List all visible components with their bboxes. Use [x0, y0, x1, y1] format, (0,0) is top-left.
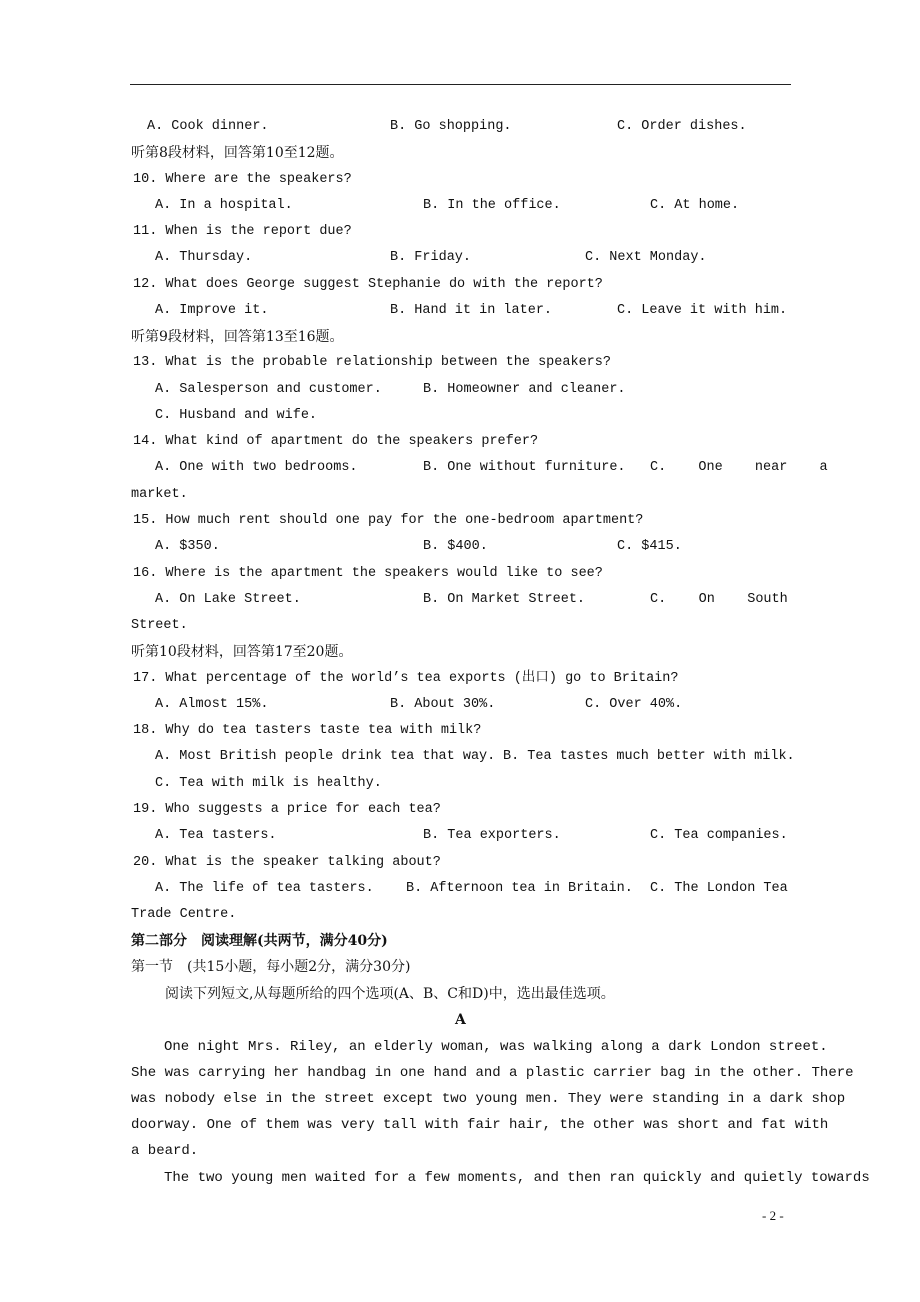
option: B. Homeowner and cleaner. — [423, 382, 626, 397]
option: C. Tea with milk is healthy. — [155, 776, 382, 791]
option: B. Afternoon tea in Britain. — [406, 881, 633, 896]
question-stem: 17. What percentage of the world’s tea exports (出口) go to Britain? — [133, 671, 679, 686]
question-stem: 16. Where is the apartment the speakers would like to see? — [133, 566, 603, 581]
option: C. Next Monday. — [585, 250, 707, 265]
passage-label: A — [455, 1012, 466, 1028]
instructions: 阅读下列短文,从每题所给的四个选项(A、B、C和D)中，选出最佳选项。 — [165, 986, 615, 1002]
question-stem: 13. What is the probable relationship between the speakers? — [133, 355, 611, 370]
passage-line: The two young men waited for a few moments, and then ran quickly and quietly towards — [164, 1170, 870, 1186]
option: C. The London Tea — [650, 881, 788, 896]
section-heading: 第一节 (共15小题，每小题2分，满分30分) — [131, 959, 411, 975]
option-continuation: Street. — [131, 618, 188, 633]
passage-line: One night Mrs. Riley, an elderly woman, was walking along a dark London street. — [164, 1039, 828, 1055]
option-continuation: Trade Centre. — [131, 907, 237, 922]
option: A. Thursday. — [155, 250, 253, 265]
option: B. Tea exporters. — [423, 828, 561, 843]
option: B. Friday. — [390, 250, 472, 265]
option: B. $400. — [423, 539, 488, 554]
option: A. Improve it. — [155, 303, 269, 318]
option: B. Hand it in later. — [390, 303, 553, 318]
page-number: - 2 - — [762, 1208, 784, 1223]
option: B. About 30%. — [390, 697, 496, 712]
option: B. On Market Street. — [423, 592, 586, 607]
question-stem: 19. Who suggests a price for each tea? — [133, 802, 441, 817]
option: A. The life of tea tasters. — [155, 881, 374, 896]
question-stem: 12. What does George suggest Stephanie do with the report? — [133, 277, 603, 292]
header-rule — [130, 84, 791, 85]
option: A. Almost 15%. — [155, 697, 269, 712]
option: A. Most British people drink tea that way. — [155, 749, 496, 764]
part-heading: 第二部分 阅读理解(共两节，满分40分) — [131, 933, 388, 949]
option: A. In a hospital. — [155, 198, 293, 213]
option: A. Tea tasters. — [155, 828, 277, 843]
option: A. On Lake Street. — [155, 592, 301, 607]
option: A. Salesperson and customer. — [155, 382, 382, 397]
option: C. Leave it with him. — [617, 303, 788, 318]
section-heading: 听第9段材料，回答第13至16题。 — [131, 329, 344, 345]
option-continuation: market. — [131, 487, 188, 502]
option: C. Tea companies. — [650, 828, 788, 843]
section-heading: 听第8段材料，回答第10至12题。 — [131, 145, 344, 161]
option: C. On South — [650, 592, 788, 607]
option: A. $350. — [155, 539, 220, 554]
option: C. Husband and wife. — [155, 408, 318, 423]
option: C. One near a — [650, 460, 828, 475]
question-stem: 10. Where are the speakers? — [133, 172, 352, 187]
question-stem: 11. When is the report due? — [133, 224, 352, 239]
passage-line: She was carrying her handbag in one hand and a plastic carrier bag in the other. There — [131, 1065, 854, 1081]
passage-line: a beard. — [131, 1143, 199, 1159]
question-stem: 20. What is the speaker talking about? — [133, 855, 441, 870]
option: C. $415. — [617, 539, 682, 554]
option: B. One without furniture. — [423, 460, 626, 475]
option: B. In the office. — [423, 198, 561, 213]
question-stem: 18. Why do tea tasters taste tea with milk? — [133, 723, 482, 738]
question-stem: 14. What kind of apartment do the speakers prefer? — [133, 434, 539, 449]
option: A. One with two bedrooms. — [155, 460, 358, 475]
option: B. Go shopping. — [390, 119, 512, 134]
option: C. Over 40%. — [585, 697, 683, 712]
question-stem: 15. How much rent should one pay for the one-bedroom apartment? — [133, 513, 644, 528]
passage-line: doorway. One of them was very tall with fair hair, the other was short and fat with — [131, 1117, 829, 1133]
section-heading: 听第10段材料，回答第17至20题。 — [131, 644, 353, 660]
option: C. Order dishes. — [617, 119, 747, 134]
option: A. Cook dinner. — [147, 119, 269, 134]
option: B. Tea tastes much better with milk. — [503, 749, 795, 764]
option: C. At home. — [650, 198, 740, 213]
passage-line: was nobody else in the street except two young men. They were standing in a dark shop — [131, 1091, 846, 1107]
